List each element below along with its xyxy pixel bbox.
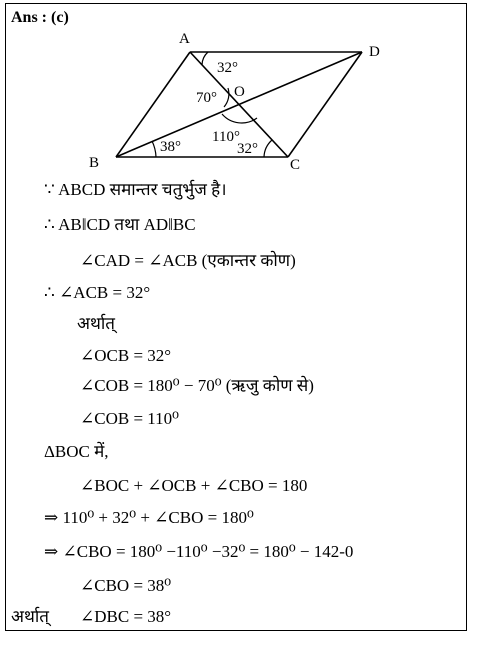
step-linear-pair: ∠COB = 180⁰ − 70⁰ (ऋजु कोण से) bbox=[80, 376, 314, 395]
answer-heading: Ans : (c) bbox=[11, 9, 69, 26]
step-parallel-sides: ∴ AB‖CD तथा AD‖BC bbox=[44, 215, 196, 234]
point-o-label: O bbox=[234, 84, 245, 100]
point-a-label: A bbox=[179, 31, 190, 47]
step-alternate-angles: ∠CAD = ∠ACB (एकान्तर कोण) bbox=[80, 251, 296, 270]
step-angle-acb: ∴ ∠ACB = 32° bbox=[44, 283, 151, 302]
point-b-label: B bbox=[89, 155, 100, 171]
step-solve-cbo: ⇒ ∠CBO = 180⁰ −110⁰ −32⁰ = 180⁰ − 142-0 bbox=[44, 542, 354, 561]
angle-c-label: 32° bbox=[237, 141, 258, 157]
step-angle-dbc: ∠DBC = 38° bbox=[80, 607, 172, 626]
step-angle-ocb: ∠OCB = 32° bbox=[80, 346, 172, 365]
angle-arc-c bbox=[264, 140, 272, 157]
step-angle-sum: ∠BOC + ∠OCB + ∠CBO = 180 bbox=[80, 476, 308, 495]
angle-arc-a bbox=[202, 52, 208, 65]
step-given-parallelogram: ∵ ABCD समान्तर चतुर्भुज है। bbox=[44, 180, 227, 199]
step-that-is: अर्थात् bbox=[77, 314, 115, 333]
angle-b-label: 38° bbox=[160, 139, 181, 155]
step-angle-cbo: ∠CBO = 38⁰ bbox=[80, 576, 172, 595]
angle-o-left-label: 70° bbox=[196, 90, 217, 106]
step-substitute: ⇒ 110⁰ + 32⁰ + ∠CBO = 180⁰ bbox=[44, 508, 254, 527]
angle-a-label: 32° bbox=[217, 60, 238, 76]
angle-o-bottom-label: 110° bbox=[212, 129, 240, 145]
point-d-label: D bbox=[369, 44, 380, 60]
step-conclusion-prefix: अर्थात् bbox=[11, 607, 49, 626]
step-triangle-boc: ΔBOC में, bbox=[44, 442, 109, 461]
angle-arc-b bbox=[152, 141, 156, 157]
point-c-label: C bbox=[290, 157, 301, 173]
step-angle-cob: ∠COB = 110⁰ bbox=[80, 409, 179, 428]
